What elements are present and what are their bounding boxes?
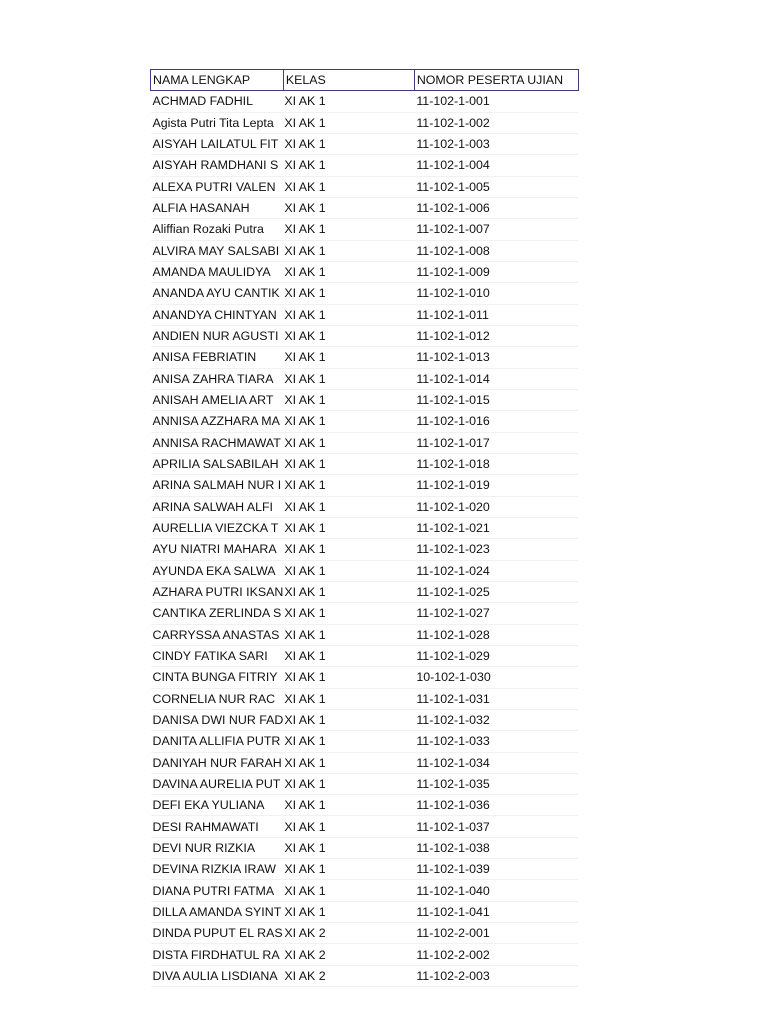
nomor-cell[interactable]: 11-102-1-035 [414, 773, 578, 794]
kelas-cell[interactable]: XI AK 1 [283, 155, 414, 176]
nomor-cell[interactable]: 11-102-1-010 [414, 283, 578, 304]
table-row [151, 197, 579, 218]
name-cell[interactable]: AISYAH LAILATUL FIT [151, 133, 284, 154]
table-row [151, 709, 579, 730]
name-cell[interactable]: ANANDYA CHINTYAN [151, 304, 284, 325]
kelas-cell[interactable]: XI AK 1 [283, 901, 414, 922]
name-cell[interactable]: ACHMAD FADHIL [151, 91, 284, 112]
nomor-cell[interactable]: 11-102-1-032 [414, 709, 578, 730]
table-row [151, 837, 579, 858]
nomor-cell[interactable]: 11-102-1-023 [414, 539, 578, 560]
name-cell[interactable]: DEVINA RIZKIA IRAW [151, 859, 284, 880]
kelas-cell[interactable]: XI AK 1 [283, 688, 414, 709]
name-cell[interactable]: ANDIEN NUR AGUSTI [151, 325, 284, 346]
name-cell[interactable]: DESI RAHMAWATI [151, 816, 284, 837]
name-cell[interactable]: CINTA BUNGA FITRIY [151, 667, 284, 688]
table-row [151, 325, 579, 346]
name-cell[interactable]: ALVIRA MAY SALSABI [151, 240, 284, 261]
kelas-cell[interactable]: XI AK 1 [283, 261, 414, 282]
name-cell[interactable]: DANISA DWI NUR FAD [151, 709, 284, 730]
table-row [151, 240, 579, 261]
name-cell[interactable]: ALFIA HASANAH [151, 197, 284, 218]
kelas-cell[interactable]: XI AK 1 [283, 112, 414, 133]
table-row [151, 133, 579, 154]
nomor-cell[interactable]: 11-102-1-012 [414, 325, 578, 346]
kelas-cell[interactable]: XI AK 1 [283, 432, 414, 453]
table-row [151, 389, 579, 410]
table-row [151, 475, 579, 496]
name-cell[interactable]: ARINA SALMAH NUR I [151, 475, 284, 496]
table-row [151, 859, 579, 880]
nomor-cell[interactable]: 11-102-1-036 [414, 795, 578, 816]
name-cell[interactable]: Aliffian Rozaki Putra [151, 219, 284, 240]
name-cell[interactable]: DILLA AMANDA SYINT [151, 901, 284, 922]
table-row [151, 539, 579, 560]
table-row [151, 368, 579, 389]
kelas-cell[interactable]: XI AK 1 [283, 176, 414, 197]
nomor-cell[interactable]: 11-102-1-040 [414, 880, 578, 901]
table-row [151, 880, 579, 901]
kelas-cell[interactable]: XI AK 1 [283, 816, 414, 837]
kelas-cell[interactable]: XI AK 2 [283, 965, 414, 986]
name-cell[interactable]: CANTIKA ZERLINDA S [151, 603, 284, 624]
nomor-cell[interactable]: 11-102-1-015 [414, 389, 578, 410]
name-cell[interactable]: DISTA FIRDHATUL RA [151, 944, 284, 965]
nomor-cell[interactable]: 11-102-1-005 [414, 176, 578, 197]
kelas-cell[interactable]: XI AK 1 [283, 325, 414, 346]
name-cell[interactable]: ANNISA AZZHARA MA [151, 411, 284, 432]
table-row [151, 283, 579, 304]
name-cell[interactable]: CINDY FATIKA SARI [151, 645, 284, 666]
kelas-cell[interactable]: XI AK 1 [283, 283, 414, 304]
nomor-cell[interactable]: 11-102-1-039 [414, 859, 578, 880]
table-row [151, 944, 579, 965]
kelas-cell[interactable]: XI AK 1 [283, 709, 414, 730]
name-cell[interactable]: ALEXA PUTRI VALEN [151, 176, 284, 197]
table-row [151, 517, 579, 538]
table-row [151, 624, 579, 645]
kelas-cell[interactable]: XI AK 1 [283, 667, 414, 688]
kelas-cell[interactable]: XI AK 2 [283, 923, 414, 944]
kelas-cell[interactable]: XI AK 1 [283, 645, 414, 666]
table-row [151, 453, 579, 474]
student-exam-table [150, 69, 579, 987]
table-row [151, 731, 579, 752]
kelas-cell[interactable]: XI AK 1 [283, 752, 414, 773]
name-cell[interactable]: AZHARA PUTRI IKSAN [151, 581, 284, 602]
nomor-cell[interactable]: 11-102-1-011 [414, 304, 578, 325]
kelas-cell[interactable]: XI AK 1 [283, 517, 414, 538]
kelas-cell[interactable]: XI AK 1 [283, 219, 414, 240]
table-row [151, 923, 579, 944]
kelas-cell[interactable]: XI AK 1 [283, 539, 414, 560]
table-row [151, 176, 579, 197]
header-nama-lengkap[interactable]: NAMA LENGKAP [151, 70, 284, 91]
table-row [151, 667, 579, 688]
nomor-cell[interactable]: 11-102-1-025 [414, 581, 578, 602]
nomor-cell[interactable]: 11-102-1-033 [414, 731, 578, 752]
nomor-cell[interactable]: 11-102-1-001 [414, 91, 578, 112]
name-cell[interactable]: AYU NIATRI MAHARA [151, 539, 284, 560]
nomor-cell[interactable]: 11-102-1-014 [414, 368, 578, 389]
table-row [151, 603, 579, 624]
name-cell[interactable]: DEFI EKA YULIANA [151, 795, 284, 816]
kelas-cell[interactable]: XI AK 1 [283, 240, 414, 261]
nomor-cell[interactable]: 11-102-1-007 [414, 219, 578, 240]
nomor-cell[interactable]: 11-102-1-008 [414, 240, 578, 261]
table-row [151, 261, 579, 282]
name-cell[interactable]: DIANA PUTRI FATMA [151, 880, 284, 901]
nomor-cell[interactable]: 11-102-2-003 [414, 965, 578, 986]
name-cell[interactable]: DANIYAH NUR FARAH [151, 752, 284, 773]
kelas-cell[interactable]: XI AK 1 [283, 411, 414, 432]
nomor-cell[interactable]: 11-102-2-002 [414, 944, 578, 965]
kelas-cell[interactable]: XI AK 2 [283, 944, 414, 965]
table-row [151, 688, 579, 709]
nomor-cell[interactable]: 10-102-1-030 [414, 667, 578, 688]
table-row [151, 816, 579, 837]
nomor-cell[interactable]: 11-102-1-019 [414, 475, 578, 496]
nomor-cell[interactable]: 11-102-1-002 [414, 112, 578, 133]
kelas-cell[interactable]: XI AK 1 [283, 133, 414, 154]
nomor-cell[interactable]: 11-102-1-009 [414, 261, 578, 282]
table-body [151, 91, 579, 987]
nomor-cell[interactable]: 11-102-1-028 [414, 624, 578, 645]
table-row [151, 645, 579, 666]
header-row [151, 70, 579, 91]
name-cell[interactable]: ANANDA AYU CANTIK [151, 283, 284, 304]
nomor-cell[interactable]: 11-102-1-031 [414, 688, 578, 709]
kelas-cell[interactable]: XI AK 1 [283, 731, 414, 752]
nomor-cell[interactable]: 11-102-1-021 [414, 517, 578, 538]
kelas-cell[interactable]: XI AK 1 [283, 496, 414, 517]
table-row [151, 773, 579, 794]
kelas-cell[interactable]: XI AK 1 [283, 795, 414, 816]
kelas-cell[interactable]: XI AK 1 [283, 197, 414, 218]
kelas-cell[interactable]: XI AK 1 [283, 91, 414, 112]
table-row [151, 752, 579, 773]
nomor-cell[interactable]: 11-102-1-041 [414, 901, 578, 922]
nomor-cell[interactable]: 11-102-1-006 [414, 197, 578, 218]
kelas-cell[interactable]: XI AK 1 [283, 837, 414, 858]
nomor-cell[interactable]: 11-102-1-013 [414, 347, 578, 368]
nomor-cell[interactable]: 11-102-1-004 [414, 155, 578, 176]
nomor-cell[interactable]: 11-102-1-018 [414, 453, 578, 474]
nomor-cell[interactable]: 11-102-1-034 [414, 752, 578, 773]
header-kelas[interactable]: KELAS [283, 70, 414, 91]
name-cell[interactable]: ARINA SALWAH ALFI [151, 496, 284, 517]
name-cell[interactable]: AYUNDA EKA SALWA [151, 560, 284, 581]
name-cell[interactable]: ANISA FEBRIATIN [151, 347, 284, 368]
name-cell[interactable]: AMANDA MAULIDYA [151, 261, 284, 282]
name-cell[interactable]: DANITA ALLIFIA PUTR [151, 731, 284, 752]
kelas-cell[interactable]: XI AK 1 [283, 475, 414, 496]
name-cell[interactable]: DAVINA AURELIA PUT [151, 773, 284, 794]
nomor-cell[interactable]: 11-102-1-037 [414, 816, 578, 837]
table-row [151, 155, 579, 176]
kelas-cell[interactable]: XI AK 1 [283, 603, 414, 624]
name-cell[interactable]: AISYAH RAMDHANI S [151, 155, 284, 176]
kelas-cell[interactable]: XI AK 1 [283, 880, 414, 901]
table-row [151, 560, 579, 581]
nomor-cell[interactable]: 11-102-1-020 [414, 496, 578, 517]
table-row [151, 411, 579, 432]
name-cell[interactable]: ANISAH AMELIA ART [151, 389, 284, 410]
name-cell[interactable]: APRILIA SALSABILAH [151, 453, 284, 474]
nomor-cell[interactable]: 11-102-1-017 [414, 432, 578, 453]
kelas-cell[interactable]: XI AK 1 [283, 304, 414, 325]
table-row [151, 795, 579, 816]
kelas-cell[interactable]: XI AK 1 [283, 368, 414, 389]
nomor-cell[interactable]: 11-102-1-029 [414, 645, 578, 666]
header-nomor-peserta[interactable]: NOMOR PESERTA UJIAN [414, 70, 578, 91]
nomor-cell[interactable]: 11-102-2-001 [414, 923, 578, 944]
kelas-cell[interactable]: XI AK 1 [283, 560, 414, 581]
name-cell[interactable]: AURELLIA VIEZCKA T [151, 517, 284, 538]
table-row [151, 901, 579, 922]
table-row [151, 91, 579, 112]
kelas-cell[interactable]: XI AK 1 [283, 389, 414, 410]
nomor-cell[interactable]: 11-102-1-027 [414, 603, 578, 624]
name-cell[interactable]: DINDA PUPUT EL RAS [151, 923, 284, 944]
name-cell[interactable]: DIVA AULIA LISDIANA [151, 965, 284, 986]
kelas-cell[interactable]: XI AK 1 [283, 581, 414, 602]
kelas-cell[interactable]: XI AK 1 [283, 347, 414, 368]
nomor-cell[interactable]: 11-102-1-024 [414, 560, 578, 581]
name-cell[interactable]: CARRYSSA ANASTAS [151, 624, 284, 645]
kelas-cell[interactable]: XI AK 1 [283, 453, 414, 474]
name-cell[interactable]: Agista Putri Tita Lepta [151, 112, 284, 133]
table-row [151, 496, 579, 517]
kelas-cell[interactable]: XI AK 1 [283, 624, 414, 645]
name-cell[interactable]: DEVI NUR RIZKIA [151, 837, 284, 858]
table-row [151, 432, 579, 453]
name-cell[interactable]: ANNISA RACHMAWAT [151, 432, 284, 453]
kelas-cell[interactable]: XI AK 1 [283, 859, 414, 880]
nomor-cell[interactable]: 11-102-1-016 [414, 411, 578, 432]
table-row [151, 965, 579, 986]
table-row [151, 304, 579, 325]
table-row [151, 347, 579, 368]
kelas-cell[interactable]: XI AK 1 [283, 773, 414, 794]
nomor-cell[interactable]: 11-102-1-003 [414, 133, 578, 154]
spreadsheet-sheet [150, 69, 579, 987]
nomor-cell[interactable]: 11-102-1-038 [414, 837, 578, 858]
name-cell[interactable]: CORNELIA NUR RAC [151, 688, 284, 709]
table-row [151, 219, 579, 240]
table-row [151, 581, 579, 602]
table-row [151, 112, 579, 133]
name-cell[interactable]: ANISA ZAHRA TIARA [151, 368, 284, 389]
